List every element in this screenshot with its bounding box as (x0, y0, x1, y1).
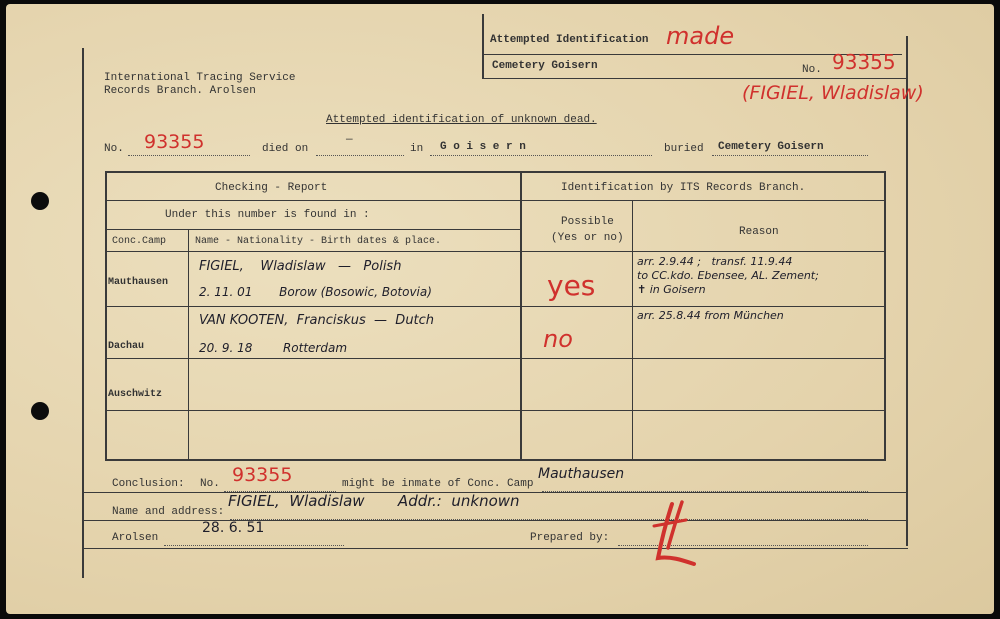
died-no-label: No. (104, 143, 124, 155)
row-reason-3: ✝ in Goisern (637, 283, 706, 296)
row-name: VAN KOOTEN, Franciskus — Dutch (199, 313, 435, 328)
row-possible: no (543, 325, 573, 353)
died-in-label: in (410, 143, 424, 155)
header-name-hand: (FIGIEL, Wladislaw) (742, 82, 924, 104)
sub-header: Under this number is found in : (165, 209, 370, 221)
divider-left-right (520, 173, 522, 459)
attempted-label: Attempted Identification (490, 34, 649, 46)
row-reason-1: arr. 25.8.44 from München (637, 309, 784, 322)
died-no-dots (128, 154, 250, 156)
arolsen-label: Arolsen (112, 532, 159, 544)
rule-header (107, 200, 884, 201)
row-possible: yes (547, 269, 596, 302)
row-birth: 2. 11. 01 Borow (Bosowic, Botovia) (199, 285, 432, 299)
conclusion-label: Conclusion: (112, 478, 185, 490)
org-line-2: Records Branch. Arolsen (104, 85, 256, 97)
header-no-value: 93355 (832, 50, 896, 74)
rule-footer (82, 548, 908, 549)
left-header: Checking - Report (215, 182, 328, 194)
row-birth: 20. 9. 18 Rotterdam (199, 341, 348, 355)
row-camp: Auschwitz (108, 389, 163, 400)
died-on-dots (316, 154, 404, 156)
col-camp: Conc.Camp (112, 236, 167, 247)
died-on-value: — (346, 134, 353, 146)
rule-cols (107, 251, 884, 252)
name-address-value: FIGIEL, Wladislaw Addr.: unknown (228, 492, 520, 510)
cemetery-label: Cemetery Goisern (492, 60, 598, 72)
divider-possible-reason (632, 200, 633, 459)
date-dots (164, 544, 344, 546)
rule-row1 (107, 306, 884, 307)
date-value: 28. 6. 51 (202, 520, 265, 536)
died-in-dots (430, 154, 652, 156)
header-box-left (482, 14, 484, 78)
row-reason-2: to CC.kdo. Ebensee, AL. Zement; (637, 269, 819, 282)
attempted-value: made (666, 22, 735, 50)
conclusion-text: might be inmate of Conc. Camp (342, 478, 534, 490)
right-rule (906, 36, 908, 546)
name-address-label: Name and address: (112, 506, 225, 518)
right-header: Identification by ITS Records Branch. (561, 182, 806, 194)
header-box-bottom (482, 78, 908, 79)
buried-value: Cemetery Goisern (718, 141, 824, 153)
page-title: Attempted identification of unknown dead. (326, 114, 597, 126)
punch-hole-bottom (31, 402, 49, 420)
divider-camp-name (188, 230, 189, 459)
conclusion-camp-value: Mauthausen (538, 466, 625, 482)
buried-label: buried (664, 143, 704, 155)
row-camp: Dachau (108, 341, 145, 352)
margin-rule (82, 48, 84, 578)
conclusion-no-value: 93355 (232, 464, 293, 486)
identification-table (105, 171, 886, 461)
rule-row3 (107, 410, 884, 411)
prepared-label: Prepared by: (530, 532, 610, 544)
row-reason-1: arr. 2.9.44 ; transf. 11.9.44 (637, 255, 793, 268)
died-no-value: 93355 (144, 131, 205, 153)
row-name: FIGIEL, Wladislaw — Polish (199, 259, 402, 274)
rule-sub (107, 229, 520, 230)
signature-mark (642, 498, 712, 570)
buried-dots (712, 154, 868, 156)
row-camp: Mauthausen (108, 277, 169, 288)
conclusion-no-label: No. (200, 478, 220, 490)
col-possible-2: (Yes or no) (551, 232, 624, 244)
col-reason: Reason (739, 226, 779, 238)
record-card (6, 4, 994, 614)
col-possible: Possible (561, 216, 614, 228)
died-on-label: died on (262, 143, 309, 155)
header-no-label: No. (802, 64, 822, 76)
punch-hole-top (31, 192, 49, 210)
died-in-value: G o i s e r n (440, 141, 526, 153)
rule-row2 (107, 358, 884, 359)
org-line-1: International Tracing Service (104, 72, 296, 84)
col-name: Name - Nationality - Birth dates & place. (195, 236, 442, 247)
